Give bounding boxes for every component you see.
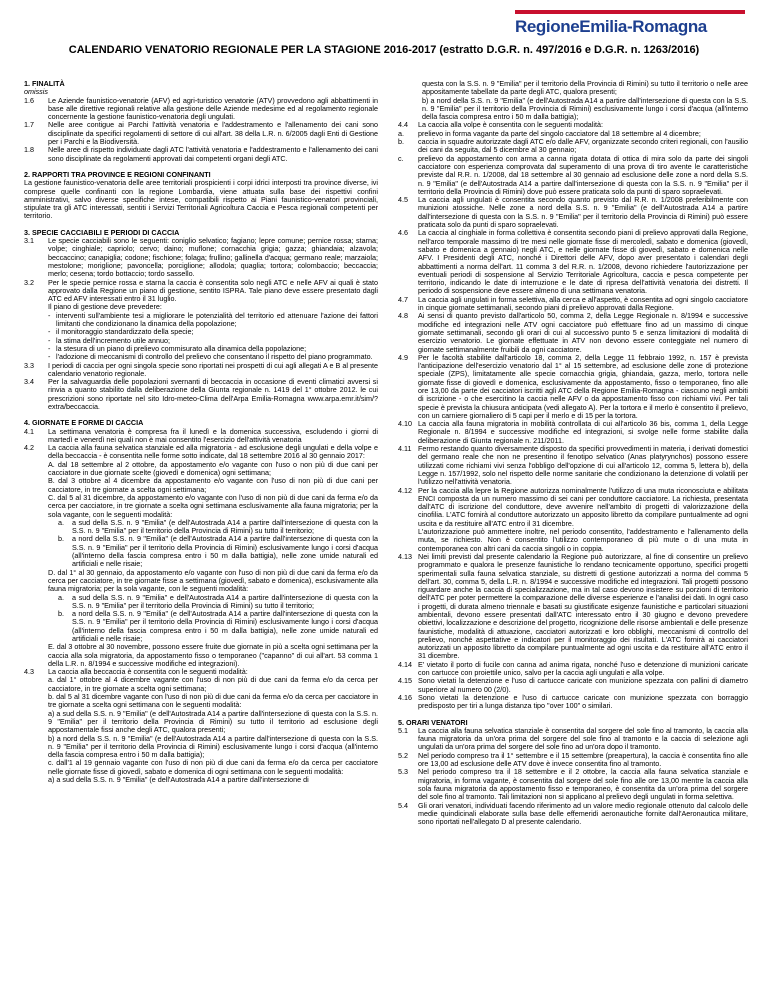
item-4-5: 4.5 La caccia agli ungulati è consentita secondo quanto previsto dal R.R. n. 1/2008 preferibilmente con munizioni atossiche. Nelle zone a nord della S.S. n. 9 "Emilia" (e dell'Autostrada A14 a partire dall'intersezione di questa con la S.S. n. 9 "Emilia" per il territorio della Provincia di Rimini) può essere praticata solo da punti di sparo sopraelevati. <box>398 195 748 230</box>
item-4-3-a: a. dal 1° ottobre al 4 dicembre vagante con l'uso di non più di due cani da ferma e/o da cerca per cacciatore, in tre giornate a scelta ogni settimana; <box>48 675 378 693</box>
item-4-8: 4.8 Ai sensi di quanto previsto dall'articolo 50, comma 2, della Legge Regionale n. 8/1994 e successive modifiche ed integrazioni nelle ATV ogni cacciatore può effettuare fino ad un massimo di cinque giornate settimanali, secondo gli orari di cui al successivo punto 5 e senza limitazioni di modalità di esercizio venatorio. Le giornate effettuate in ATV non devono essere conteggiate nel numero di giornate settimanalmente fruibili da ogni cacciatore. <box>398 311 748 354</box>
item-4-7: 4.7 La caccia agli ungulati in forma selettiva, alla cerca e all'aspetto, è consentita ad ogni singolo cacciatore in cinque giornate settimanali, secondo piani di prelievo approvati dalla Regione. <box>398 294 748 313</box>
item-5-4: 5.4 Gli orari venatori, individuati facendo riferimento ad un valore medio regionale ottenuto dal calcolo delle medie quindicinali elaborate sulla base delle effemeridi aeronautiche fornite dall'Aeronautica militare, sono riportati nell'allegato D al presente calendario. <box>398 800 748 827</box>
item-4-4: 4.4 La caccia alla volpe è consentita con le seguenti modalità: <box>398 120 603 130</box>
item-4-2-D: D. dal 1° al 30 gennaio, da appostamento e/o vagante con l'uso di non più di due cani da ferma e/o da cerca per cacciatore, in tre giornate fisse a settimana (giovedì, sabato e domenica), esclusivamente alla fauna migratoria; per la sola vagante, con le seguenti modalità: <box>48 567 378 594</box>
item-5-3: 5.3 Nel periodo compreso tra il 18 settembre e il 2 ottobre, la caccia alla fauna selvatica stanziale e migratoria, in forma vagante, è consentita dal sorgere del sole fino alle ore 13,00 mentre la caccia alla sola fauna migratoria da appostamento fisso e temporaneo, è consentita da un'ora prima del sorgere del sole fino al tramonto. Tali limitazioni non si applicano al prelievo degli ungulati in forma selettiva. <box>398 767 748 802</box>
item-4-2-C: C. dal 5 al 31 dicembre, da appostamento e/o vagante con l'uso di non più di due cani da ferma e/o da cerca per cacciatore, in tre giornate a scelta ogni settimana esclusivamente alla fauna migratoria; per la sola vagante, con le seguenti modalità: <box>48 492 378 519</box>
item-4-3-c-b: b) a nord della S.S. n. 9 "Emilia" (e dell'Autostrada A14 a partire dall'intersezione di questa con la S.S. n. 9 "Emilia" per il territorio della Provincia di Rimini) esclusivamente lungo i corsi d'acqua (all'interno della fascia compresa entro i 50 m dalla battigia); <box>422 95 748 122</box>
item-1-8: 1.8 Nelle aree di rispetto individuate dagli ATC l'attività venatoria e l'addestramento e l'allenamento dei cani sono disciplinate da regolamenti approvati dai competenti organi degli ATC. <box>24 145 378 163</box>
item-5-1: 5.1 La caccia alla fauna selvatica stanziale è consentita dal sorgere del sole fino al tramonto, la caccia alla fauna migratoria da un'ora prima del sorgere del sole fino al tramonto e la caccia di selezione agli ungulati da un'ora prima del sorgere del sole fino ad un'ora dopo il tramonto. <box>398 725 748 752</box>
item-4-3: 4.3 La caccia alla beccaccia è consentita con le seguenti modalità: <box>24 667 248 677</box>
item-3-4: 3.4 Per la salvaguardia delle popolazioni svernanti di beccaccia in occasione di eventi climatici avversi si rinvia a quanto stabilito dalla deliberazione della Giunta regionale n. 1419 del 1° ottobre 2012. le cui prescrizioni sono riportate nel sito Idro-meteo-Clima dell'Arpa Emilia-Romagna www.arpa.emr.it/sim/?extra/beccaccia. <box>24 377 378 411</box>
item-4-4-c: c. prelievo da appostamento con arma a canna rigata dotata di ottica di mira solo da parte dei singoli cacciatore con esperienza comprovata dal superamento di una prova di tiro avente le caratteristiche previste dal R.R. n. 1/2008, dal 18 settembre al 30 gennaio ad esclusione delle zone a nord della S.S. n. 9 "Emilia" (e dell'Autostrada A14 a partire dall'intersezione di questa con la S.S. n. 9 "Emilia" per il territorio della Provincia di Rimini) dove può essere praticata solo da punti di sparo sopraelevati. <box>398 153 748 196</box>
item-4-3-c-a-cont: questa con la S.S. n. 9 "Emilia" per il territorio della Provincia di Rimini) su tutto il territorio o nelle aree appositamente tabellate da parte degli ATC, qualora presenti; <box>422 79 748 97</box>
item-4-3-c-a: a) a sud della S.S. n. 9 "Emilia" (e dell'Autostrada A14 a partire dall'intersezione di <box>48 775 309 785</box>
item-4-12-cont: L'autorizzazione può ammettere inoltre, nel periodo consentito, l'addestramento e l'allenamento della muta, se richiesto. Non è consentito l'utilizzo contemporaneo di più mute o di una muta in contemporanea con altri cani da caccia singoli o in coppia. <box>418 527 748 553</box>
page-title: CALENDARIO VENATORIO REGIONALE PER LA STAGIONE 2016-2017 (estratto D.G.R. n. 497/2016 e D.G.R. n. 1263/2016) <box>68 44 700 56</box>
section-1-title: 1. FINALITÀ <box>24 79 65 88</box>
item-4-2-E: E. dal 3 ottobre al 30 novembre, possono essere fruite due giornate in più a scelta ogni settimana per la caccia alla sola migratoria, da appostamento fisso o temporaneo ("capanno" di cui all'art. 53 comma 1 della L.R. n. 8/1994 e successive modifiche ed integrazioni). <box>48 642 378 668</box>
dash-item: - la stesura di un piano di prelievo commisurato alla dinamica della popolazione; <box>48 343 307 353</box>
item-4-16: 4.16 Sono vietati la detenzione e l'uso di cartucce caricate con munizione spezzata con borraggio predisposto per tiri a lunga distanza tipo "over 100" o similari. <box>398 692 748 711</box>
item-4-2-C-a: a. a sud della S.S. n. 9 "Emilia" (e dell'Autostrada A14 a partire dall'intersezione di questa con la S.S. n. 9 "Emilia" per il territorio della Provincia di Rimini) su tutto il territorio; <box>58 517 378 536</box>
left-column <box>24 80 378 784</box>
section-2-text: La gestione faunistico-venatoria delle aree territoriali prospicienti i corpi idrici interposti tra province diverse, ivi comprese quelle confinanti con la regione Lombardia, viene attuata sulla base dei rispettivi confini amministrativi, salvo diverse specifiche intese, compatibili rispetto ai Piani faunistico-venatori provinciali, stipulate tra gli ATC interessati, sentiti i Servizi Territoriali Agricoltura Caccia e Pesca regionali competenti per territorio. <box>24 178 378 221</box>
item-4-9: 4.9 Per le facoltà stabilite dall'articolo 18, comma 2, della Legge 11 febbraio 1992, n. 157 è prevista l'anticipazione dell'esercizio venatorio dal 1° al 15 settembre, ad esclusione delle zone di protezione speciale (ZPS), limitatamente alle specie cornacchia grigia, ghiandaia, gazza, merlo, tortora nelle giornate fisse di giovedì e domenica, esclusivamente da appostamento, fisso o temporaneo, fino alle ore 13,00 da parte dei cacciatori iscritti agli ATC della Regione Emilia-Romagna - ciascuno negli ambiti di iscrizione - o che esercitino la caccia nelle AFV o da appostamento fisso con richiami vivi. Per tali specie è prevista la chiusura anticipata (vedi allegato A). Per la tortora e il merlo è consentito il prelievo, con un carniere giornaliero di 5 capi per il merlo e di 15 per la tortora. <box>398 352 748 420</box>
item-4-15: 4.15 Sono vietati la detenzione e l'uso di cartucce caricate con munizione spezzata con pallini di diametro superiore al numero 00 (2/0). <box>398 676 748 694</box>
item-4-10: 4.10 La caccia alla fauna migratoria in mobilità controllata di cui all'articolo 36 bis, comma 1, della Legge Regionale n. 8/1994 e successive modifiche ed integrazioni, si svolge nelle forme stabilite dalla deliberazione di Giunta regionale n. 211/2011. <box>398 419 748 445</box>
item-4-14: 4.14 E' vietato il porto di fucile con canna ad anima rigata, nonché l'uso e detenzione di munizioni caricate con cartucce con proiettile unico, salvo per la caccia agli ungulati e alla volpe. <box>398 659 748 678</box>
item-4-2-D-a: a. a sud della S.S. n. 9 "Emilia" e dell'Autostrada A14 a partire dall'intersezione di questa con la S.S. n. 9 "Emilia" per il territorio della Provincia di Rimini) su tutto il territorio; <box>58 592 378 610</box>
item-4-3-b-a: a) a sud della S.S. n. 9 "Emilia" (e dell'Autostrada A14 a partire dall'intersezione di questa con la S.S. n. 9 "Emilia" per il territorio della Provincia di Rimini) su tutto il territorio ad esclusione degli appostamentale fissi anche degli ATC, qualora presenti; <box>48 708 378 735</box>
right-column <box>398 80 748 826</box>
section-3-title: 3. SPECIE CACCIABILI E PERIODI DI CACCIA <box>24 227 180 237</box>
section-5-title: 5. ORARI VENATORI <box>398 717 468 727</box>
item-4-3-b-b: b) a nord della S.S. n. 9 "Emilia" (e dell'Autostrada A14 a partire dall'intersezione di questa con la S.S. n. 9 "Emilia" per il territorio della Provincia di Rimini) esclusivamente lungo i corsi d'acqua (all'interno della fascia compresa entro i 50 m dalla battigia); <box>48 733 378 760</box>
item-4-3-c: c. dall'1 al 19 gennaio vagante con l'uso di non più di due cani da ferma e/o da cerca per cacciatore nelle giornate fisse di giovedì, sabato e domenica di ogni settimana con le seguenti modalità: <box>48 758 378 776</box>
logo-red-bar <box>515 10 745 14</box>
item-4-2: 4.2 La caccia alla fauna selvatica stanziale ed alla migratoria - ad esclusione degli ungulati e della volpe e della beccaccia - è consentita nelle forme sotto indicate, dal 18 settembre 2016 al 30 gennaio 2017: <box>24 443 378 461</box>
item-4-11: 4.11 Fermo restando quanto diversamente disposto da specifici provvedimenti in materia, i derivati domestici del germano reale che non ne presentino il fenotipo selvatico (Anas platyrynchos) possono essere utilizzati come richiami vivi senza l'obbligo dell'opzione di cui all'articolo 12, comma 5, lettera b), della Legge n. 157/1992, solo nel rispetto delle norme sanitarie che condizionano la detenzione di volatili per l'utilizzo nell'attività venatoria. <box>398 444 748 487</box>
item-3-3: 3.3 I periodi di caccia per ogni singola specie sono riportati nei prospetti di cui agli allegati A e B al presente calendario venatorio regionale. <box>24 360 378 378</box>
item-4-2-A: A. dal 18 settembre al 2 ottobre, da appostamento e/o vagante con l'uso o non più di due cani per cacciatore in due giornate scelte (giovedì e domenica) ogni settimana; <box>48 459 378 478</box>
item-4-12: 4.12 Per la caccia alla lepre la Regione autorizza nominalmente l'utilizzo di una muta riconosciuta e abilitata ENCI composta da un numero massimo di sei cani per conduttore cacciatore. La richiesta, presentata dall'ATC di iscrizione del conduttore, deve avvenire nell'ambito di progetti di valorizzazione della cinofilia. L'ATC fornirà al conduttore autorizzato un apposito libretto da compilare puntualmente ad ogni uscita e da restituire all'ATC entro il 31 dicembre. <box>398 485 748 528</box>
section-4-title: 4. GIORNATE E FORME DI CACCIA <box>24 418 144 428</box>
item-3-2-intro: Il piano di gestione deve prevedere: <box>48 302 162 312</box>
item-1-7: 1.7 Nelle aree contigue ai Parchi l'attività venatoria e l'addestramento e l'allenamento dei cani sono disciplinate da specifici regolamenti di settore di cui all'art. 38 della L.R. n. 6/2005 dagli Enti di Gestione per i Parchi e la Biodiversità. <box>24 120 378 147</box>
item-4-13: 4.13 Nei limiti previsti dal presente calendario la Regione può autorizzare, al fine di consentire un prelievo programmato e qualora le presenze faunistiche lo rendano tecnicamente opportuno, specifici progetti sperimentali sulla fauna selvatica stanziale, su distretti di gestione autorizzati a norma del comma 5 dell'art. 30, comma 5, della L.R. n. 8/1994 e successive modifiche ed integrazioni. Tali progetti possono riguardare anche la caccia di specializzazione, ma in tal caso devono insistere su porzioni di territorio dell'ATC per poter permettere la comparazione delle diverse esperienze e l'analisi dei dati. In ogni caso i progetti, di durata almeno triennale e basati su giustificate esigenze faunistiche e particolari situazioni ambientali, devono essere presentati dall'ATC interessato entro il 30 giugno e devono prevedere obiettivi, localizzazione e descrizione del progetto, ricognizione delle risorse ambientali e delle presenze faunistiche, modalità di attuazione, cacciatori autorizzati e loro obblighi, meccanismi di controllo del prelievo, nonché aspettative e indicatori per il monitoraggio dei risultati. L'ATC fornirà ai cacciatori autorizzati un apposito libretto da compilare puntualmente ad ogni uscita e da restituire all'ATC entro il 31 dicembre. <box>398 551 749 661</box>
item-4-2-D-b: b. a nord della S.S. n. 9 "Emilia" (e dell'Autostrada A14 a partire dall'intersezione di questa con la S.S. n. 9 "Emilia" per il territorio della Provincia di Rimini) esclusivamente lungo i corsi d'acqua (all'interno della fascia compresa entro i 50 m dalla battigia), nelle zone umide naturali ed artificiali e nelle risaie; <box>58 609 378 643</box>
dash-item: - il monitoraggio standardizzato della specie; <box>48 327 194 337</box>
item-3-2: 3.2 Per le specie pernice rossa e starna la caccia è consentita solo negli ATC e nelle AFV ai quali è stato approvato dalla Regione un piano di gestione, sentito ISPRA. Tale piano deve essere presentato dagli ATC ed AFV interessati entro il 31 luglio. <box>24 277 378 304</box>
item-3-1: 3.1 Le specie cacciabili sono le seguenti: coniglio selvatico; fagiano; lepre comune; pernice rossa; starna; volpe; cinghiale; capriolo; cervo; daino; muflone; cornacchia grigia; gazza; ghiandaia; alzavola; beccaccino; canapiglia; codone; fischione; folaga; frullino; gallinella d'acqua; germano reale; marzaiola; mestolone; moriglione; pavoncella; porciglione; allodola; quaglia; tortora; colombaccio; beccaccia; merlo; cesena; tordo bottaccio; tordo sassello. <box>24 236 378 279</box>
section-2-title: 2. RAPPORTI TRA PROVINCE E REGIONI CONFINANTI <box>24 169 211 179</box>
item-1-6: 1.6 Le Aziende faunistico-venatorie (AFV) ed agri-turistico venatorie (ATV) provvedono agli abbattimenti in base alle direttive regionali relative alla gestione delle Aziende medesime ed al regolamento regionale concernente la gestione faunistico-venatoria degli ungulati. <box>24 95 378 122</box>
dash-item: - l'adozione di meccanismi di controllo del prelievo che consentano il rispetto del piano programmato. <box>48 352 373 362</box>
regione-emilia-romagna-logo <box>515 10 745 42</box>
item-4-4-b: b. caccia in squadre autorizzate dagli ATC e/o dalle AFV, organizzate secondo criteri regionali, con l'ausilio dei cani da seguita, dal 5 dicembre al 30 gennaio; <box>398 137 748 155</box>
section-1-omissis: omissis <box>24 87 48 97</box>
logo-text: RegioneEmilia-Romagna <box>515 17 707 36</box>
item-4-3-b: b. dal 5 al 31 dicembre vagante con l'uso di non più di due cani da ferma e/o da cerca per cacciatore in tre giornate a scelta ogni settimana con le seguenti modalità: <box>48 692 378 710</box>
item-4-1: 4.1 La settimana venatoria è compresa fra il lunedì e la domenica successiva, escludendo i giorni di martedì e venerdì nei quali non è mai consentito l'esercizio dell'attività venatoria <box>24 426 378 444</box>
item-4-2-B: B. dal 3 ottobre al 4 dicembre da appostamento e/o vagante con l'uso di non più di due cani per cacciatore, in tre giornate a scelta ogni settimana; <box>48 476 378 494</box>
dash-item: - la stima dell'incremento utile annuo; <box>48 335 171 345</box>
item-5-2: 5.2 Nel periodo compreso tra il 1° settembre e il 15 settembre (preapertura), la caccia è consentita fino alle ore 13,00 ad esclusione delle ATV dove è invece consentita fino al tramonto. <box>398 750 748 769</box>
item-4-6: 4.6 La caccia al cinghiale in forma collettiva è consentita secondo piani di prelievo approvati dalla Regione, nell'arco temporale massimo di tre mesi nelle giornate fisse di mercoledì, sabato e domenica (giovedì, sabato e domenica a gennaio) negli ATC, e nelle giornate fisse di giovedì, sabato e domenica nelle AFV. I Presidenti degli ATC, nonché i Direttori delle AFV, dopo aver presentato i calendari degli abbattimenti a norma dell'art. 11 comma 3 del R.R. n. 1/2008, devono richiedere l'autorizzazione per eventuali periodi di sospensione al Servizio Territoriale Agricoltura, caccia e pesca competente per territorio, indicando le date di interruzione e le date di ripresa dell'attività venatoria dei distretti. Il periodo di sospensione deve essere almeno di una settimana venatoria. <box>398 228 748 296</box>
item-4-4-a: a. prelievo in forma vagante da parte del singolo cacciatore dal 18 settembre al 4 dicembre; <box>398 128 701 138</box>
dash-item: - interventi sull'ambiente tesi a migliorare le potenzialità del territorio ed attenuare l'azione dei fattori limitanti che condizionano la dinamica della popolazione; <box>48 310 378 329</box>
item-4-2-C-b: b. a nord della S.S. n. 9 "Emilia" (e dell'Autostrada A14 a partire dall'intersezione di questa con la S.S. n. 9 "Emilia" per il territorio della Provincia di Rimini) esclusivamente lungo i corsi d'acqua (all'interno della fascia compresa entro i 50 m dalla battigia), nelle zone umide naturali ed artificiali e nelle risaie; <box>58 534 378 569</box>
